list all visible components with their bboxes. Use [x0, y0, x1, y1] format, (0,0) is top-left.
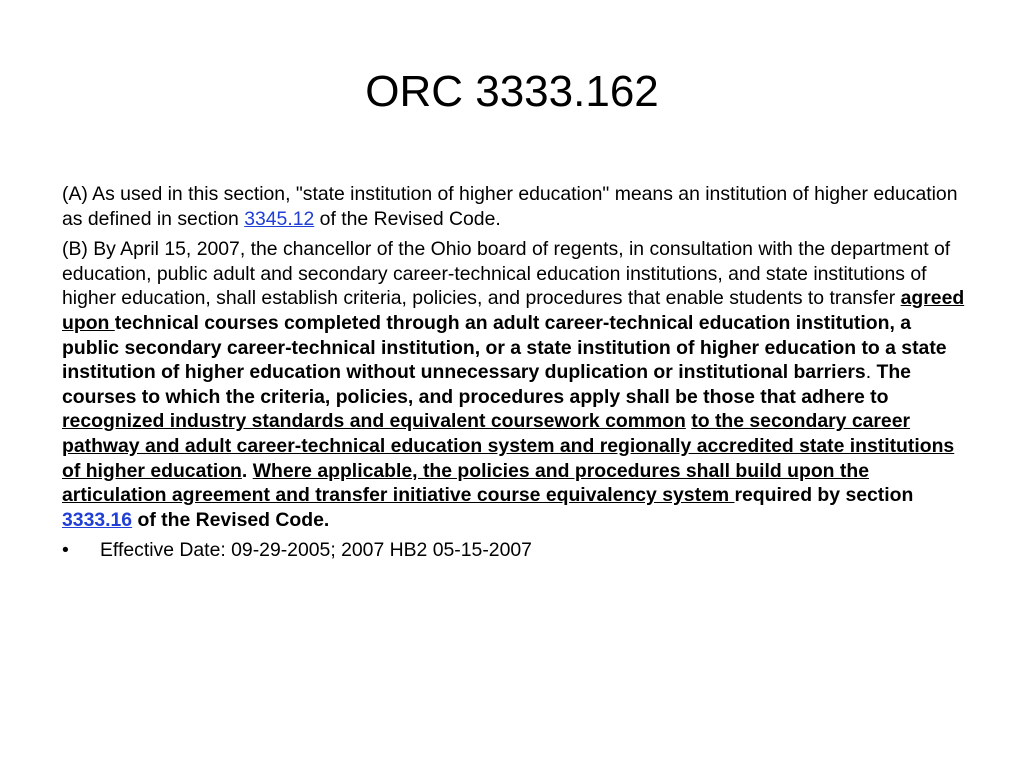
- period-separator: .: [865, 361, 877, 384]
- paragraph-a-text: (A) As used in this section, "state institution of higher education" means an institution of higher education as defined in section: [62, 183, 958, 230]
- paragraph-a: [62, 182, 966, 231]
- section-3345-12-link[interactable]: 3345.12: [244, 207, 315, 230]
- technical-courses-text: technical courses completed through an adult career-technical education institution, a public secondary career-technical institution, or a state institution of higher education to a state institution of higher education without unnecessary duplication or institutional barriers: [62, 311, 947, 384]
- bullet-item: [62, 538, 966, 563]
- courses-criteria-text: The courses to which the criteria, policies, and procedures apply shall be those that adhere to: [62, 361, 911, 408]
- paragraph-a-text-end: of the Revised Code.: [314, 207, 501, 230]
- required-by-text: required by section: [734, 484, 914, 507]
- slide-body: [62, 182, 966, 563]
- period-separator-2: .: [241, 459, 253, 482]
- career-pathway-text: to the secondary career pathway and adult career-technical education system and regionally accredited state institutions of higher education: [62, 410, 955, 482]
- effective-date-text: Effective Date: 09-29-2005; 2007 HB2 05-15-2007: [100, 539, 532, 562]
- articulation-agreement-text: Where applicable, the policies and procedures shall build upon the articulation agreement and transfer initiative course equivalency system: [62, 459, 869, 507]
- bullet-icon: •: [62, 539, 69, 562]
- section-3333-16-link[interactable]: 3333.16: [62, 508, 133, 531]
- paragraph-b: [62, 237, 966, 532]
- paragraph-b-intro: (B) By April 15, 2007, the chancellor of the Ohio board of regents, in consultation with the department of education, public adult and secondary career-technical education institutions, and state institutions of higher education, shall establish criteria, policies, and procedures that enable students to transfer: [62, 238, 951, 310]
- slide-title: ORC 3333.162: [365, 67, 659, 116]
- revised-code-text: of the Revised Code.: [132, 508, 330, 531]
- industry-standards-text: recognized industry standards and equivalent coursework common: [62, 410, 686, 433]
- agreed-upon-text: agreed upon: [62, 287, 965, 334]
